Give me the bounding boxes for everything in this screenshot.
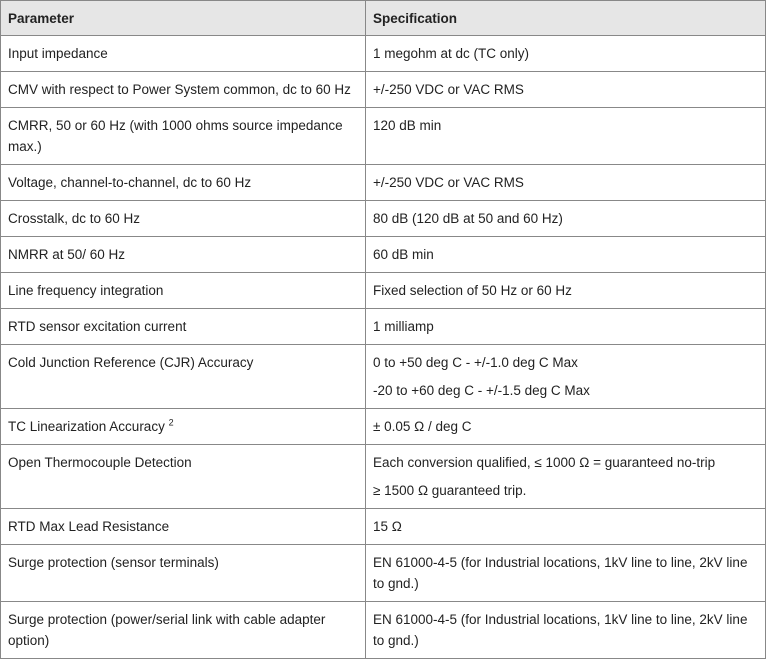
table-row — [1, 165, 766, 201]
parameter-cell — [1, 445, 366, 509]
parameter-text: Crosstalk, dc to 60 Hz — [8, 211, 141, 226]
specification-text: -20 to +60 deg C - +/-1.5 deg C Max — [373, 383, 590, 398]
parameter-text: Voltage, channel-to-channel, dc to 60 Hz — [8, 175, 252, 190]
parameter-cell — [1, 36, 366, 72]
specification-cell — [366, 108, 766, 165]
table-row — [1, 273, 766, 309]
specification-text: 1 milliamp — [373, 319, 434, 334]
parameter-text: NMRR at 50/ 60 Hz — [8, 247, 126, 262]
specification-cell — [366, 36, 766, 72]
parameter-text: Cold Junction Reference (CJR) Accuracy — [8, 355, 254, 370]
table-row — [1, 409, 766, 445]
specification-text: 60 dB min — [373, 247, 434, 262]
parameter-cell — [1, 345, 366, 409]
specification-cell — [366, 445, 766, 509]
parameter-text: Surge protection (power/serial link with cable adapter option) — [8, 612, 326, 648]
footnote-marker: 2 — [168, 417, 174, 428]
parameter-cell — [1, 201, 366, 237]
specification-text: EN 61000-4-5 (for Industrial locations, 1kV line to line, 2kV line to gnd.) — [373, 612, 748, 648]
specification-text: +/-250 VDC or VAC RMS — [373, 82, 524, 97]
specification-cell — [366, 509, 766, 545]
specification-text: 80 dB (120 dB at 50 and 60 Hz) — [373, 211, 563, 226]
parameter-cell — [1, 545, 366, 602]
parameter-text: Input impedance — [8, 46, 108, 61]
specification-text: ≥ 1500 Ω guaranteed trip. — [373, 483, 527, 498]
parameter-text: RTD sensor excitation current — [8, 319, 187, 334]
table-body — [1, 36, 766, 659]
table-row — [1, 545, 766, 602]
specification-text: +/-250 VDC or VAC RMS — [373, 175, 524, 190]
parameter-cell — [1, 165, 366, 201]
parameter-text: TC Linearization Accuracy — [8, 419, 165, 434]
specification-cell — [366, 72, 766, 108]
parameter-text: Surge protection (sensor terminals) — [8, 555, 219, 570]
specification-text: 15 Ω — [373, 519, 402, 534]
specification-text: 0 to +50 deg C - +/-1.0 deg C Max — [373, 355, 578, 370]
specification-cell — [366, 409, 766, 445]
parameter-cell — [1, 602, 366, 659]
specification-cell — [366, 602, 766, 659]
header-specification: Specification — [366, 1, 766, 36]
table-row — [1, 72, 766, 108]
specification-cell — [366, 237, 766, 273]
table-row — [1, 36, 766, 72]
table-row — [1, 309, 766, 345]
specification-text: 120 dB min — [373, 118, 442, 133]
parameter-text: RTD Max Lead Resistance — [8, 519, 170, 534]
table-row — [1, 108, 766, 165]
table-row — [1, 509, 766, 545]
table-header-row — [1, 1, 766, 36]
parameter-cell — [1, 108, 366, 165]
specification-text: EN 61000-4-5 (for Industrial locations, 1kV line to line, 2kV line to gnd.) — [373, 555, 748, 591]
table-row — [1, 237, 766, 273]
specification-cell — [366, 165, 766, 201]
specification-cell — [366, 309, 766, 345]
specification-cell — [366, 201, 766, 237]
parameter-cell — [1, 237, 366, 273]
parameter-cell — [1, 309, 366, 345]
parameter-cell — [1, 509, 366, 545]
parameter-text: CMRR, 50 or 60 Hz (with 1000 ohms source impedance max.) — [8, 118, 343, 154]
specification-cell — [366, 273, 766, 309]
parameter-cell — [1, 273, 366, 309]
table-row — [1, 201, 766, 237]
table-row — [1, 445, 766, 509]
parameter-cell — [1, 409, 366, 445]
parameter-text: CMV with respect to Power System common, dc to 60 Hz — [8, 82, 351, 97]
specification-text: Each conversion qualified, ≤ 1000 Ω = guaranteed no-trip — [373, 455, 716, 470]
specification-text: 1 megohm at dc (TC only) — [373, 46, 530, 61]
parameter-text: Line frequency integration — [8, 283, 164, 298]
table-row — [1, 602, 766, 659]
parameter-text: Open Thermocouple Detection — [8, 455, 192, 470]
specification-cell — [366, 545, 766, 602]
specification-cell — [366, 345, 766, 409]
specification-text: ± 0.05 Ω / deg C — [373, 419, 472, 434]
header-parameter: Parameter — [1, 1, 366, 36]
table-row — [1, 345, 766, 409]
specification-text: Fixed selection of 50 Hz or 60 Hz — [373, 283, 572, 298]
parameter-cell — [1, 72, 366, 108]
